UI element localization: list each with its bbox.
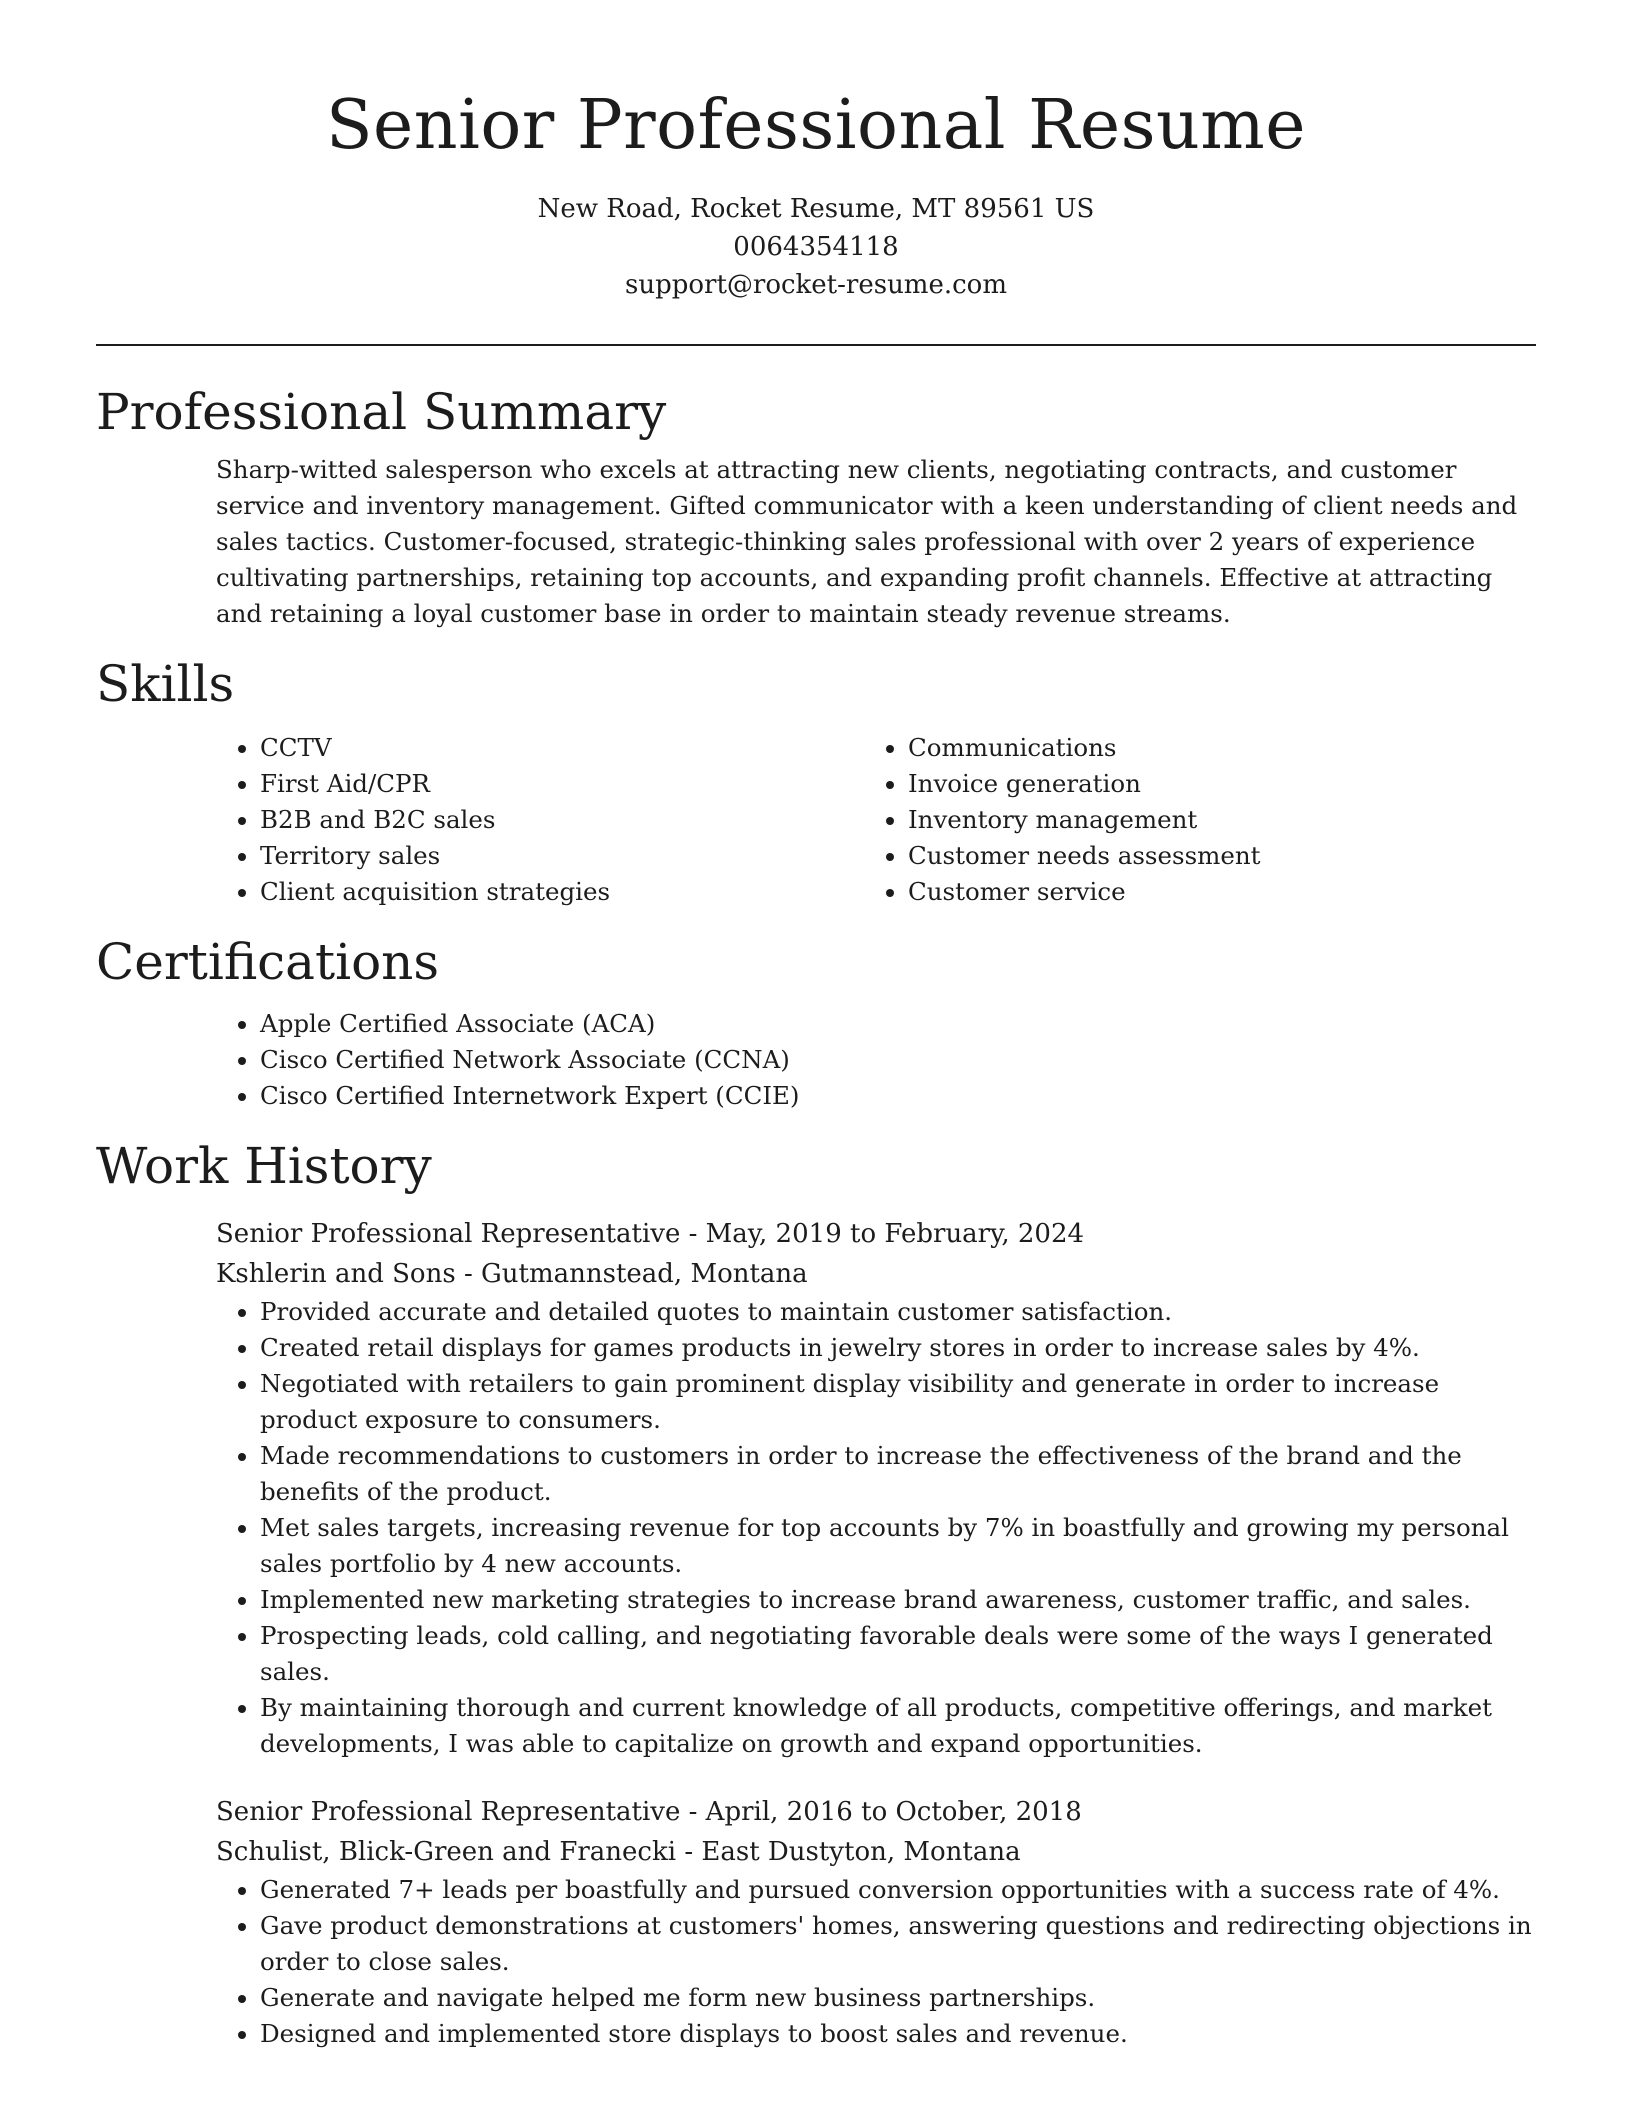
- job-bullet: • Created retail displays for games products in jewelry stores in order to increase sales by 4%.: [260, 1330, 1536, 1366]
- job-company: Kshlerin and Sons: [216, 1259, 456, 1289]
- resume-page: [96, 0, 1536, 2052]
- certification-item: • Apple Certified Associate (ACA): [260, 1006, 1536, 1042]
- job-bullet: • Generated 7+ leads per boastfully and pursued conversion opportunities with a success rate of 4%.: [260, 1872, 1536, 1908]
- job-bullet: • Made recommendations to customers in order to increase the effectiveness of the brand and the benefits of the product.: [260, 1438, 1536, 1510]
- certifications-list: [216, 1006, 1536, 1114]
- skill-item: • First Aid/CPR: [260, 766, 864, 802]
- skill-item: • Client acquisition strategies: [260, 874, 864, 910]
- skill-item: • B2B and B2C sales: [260, 802, 864, 838]
- job-bullet: • Gave product demonstrations at customers' homes, answering questions and redirecting objections in order to close sales.: [260, 1908, 1536, 1980]
- job-role: Senior Professional Representative: [216, 1797, 681, 1827]
- job-dates: - April, 2016 to October, 2018: [680, 1797, 1082, 1827]
- contact-address: New Road, Rocket Resume, MT 89561 US: [537, 194, 1095, 224]
- job-bullets: [216, 1872, 1536, 2052]
- job-entry: [216, 1214, 1536, 1762]
- job-company-line: [216, 1254, 1536, 1294]
- certification-item: • Cisco Certified Network Associate (CCNA): [260, 1042, 1536, 1078]
- job-bullet: • Implemented new marketing strategies to increase brand awareness, customer traffic, and sales.: [260, 1582, 1536, 1618]
- certifications-bullets: [216, 1006, 1536, 1114]
- job-bullet: • Generate and navigate helped me form new business partnerships.: [260, 1980, 1536, 2016]
- skills-column-right: [864, 730, 1512, 910]
- header-divider: [96, 344, 1536, 346]
- skill-item: • Inventory management: [908, 802, 1512, 838]
- contact-phone: 0064354118: [733, 232, 899, 262]
- certification-item: • Cisco Certified Internetwork Expert (CCIE): [260, 1078, 1536, 1114]
- job-location: - East Dustyton, Montana: [676, 1837, 1021, 1867]
- job-bullet: • Met sales targets, increasing revenue for top accounts by 7% in boastfully and growing my personal sales portfolio by 4 new accounts.: [260, 1510, 1536, 1582]
- work-history-heading: Work History: [96, 1137, 432, 1195]
- job-dates: - May, 2019 to February, 2024: [680, 1219, 1085, 1249]
- skill-item: • Customer service: [908, 874, 1512, 910]
- resume-header: [96, 0, 1536, 304]
- certifications-heading: Certifications: [96, 933, 440, 991]
- summary-text: Sharp-witted salesperson who excels at attracting new clients, negotiating contracts, and customer service and inventory management. Gifted communicator with a keen understanding of client needs and sales tactics. Customer-focused, strategic-thinking sales professional with over 2 years of experience cultivating partnerships, retaining top accounts, and expanding profit channels. Effective at attracting and retaining a loyal customer base in order to maintain steady revenue streams.: [216, 455, 1518, 628]
- skills-column-left: [216, 730, 864, 910]
- job-entry: [216, 1792, 1536, 2052]
- resume-name: Senior Professional Resume: [325, 86, 1307, 165]
- job-company: Schulist, Blick-Green and Franecki: [216, 1837, 677, 1867]
- job-bullet: • By maintaining thorough and current knowledge of all products, competitive offerings, and market developments, I was able to capitalize on growth and expand opportunities.: [260, 1690, 1536, 1762]
- job-company-line: [216, 1832, 1536, 1872]
- job-title-line: [216, 1792, 1536, 1832]
- skill-item: • Communications: [908, 730, 1512, 766]
- job-title-line: [216, 1214, 1536, 1254]
- contact-info: [96, 190, 1536, 304]
- job-bullet: • Negotiated with retailers to gain prominent display visibility and generate in order to increase product exposure to consumers.: [260, 1366, 1536, 1438]
- summary-heading: Professional Summary: [96, 383, 667, 441]
- job-bullet: • Designed and implemented store displays to boost sales and revenue.: [260, 2016, 1536, 2052]
- job-bullet: • Prospecting leads, cold calling, and negotiating favorable deals were some of the ways I generated sales.: [260, 1618, 1536, 1690]
- skills-list-right: [864, 730, 1512, 910]
- job-bullet: • Provided accurate and detailed quotes to maintain customer satisfaction.: [260, 1294, 1536, 1330]
- skills-list-left: [216, 730, 864, 910]
- skill-item: • Customer needs assessment: [908, 838, 1512, 874]
- skill-item: • Territory sales: [260, 838, 864, 874]
- contact-email: support@rocket-resume.com: [624, 270, 1007, 300]
- job-role: Senior Professional Representative: [216, 1219, 681, 1249]
- skill-item: • CCTV: [260, 730, 864, 766]
- skill-item: • Invoice generation: [908, 766, 1512, 802]
- skills-heading: Skills: [96, 655, 235, 713]
- job-location: - Gutmannstead, Montana: [455, 1259, 808, 1289]
- skills-grid: [216, 730, 1536, 910]
- job-bullets: [216, 1294, 1536, 1762]
